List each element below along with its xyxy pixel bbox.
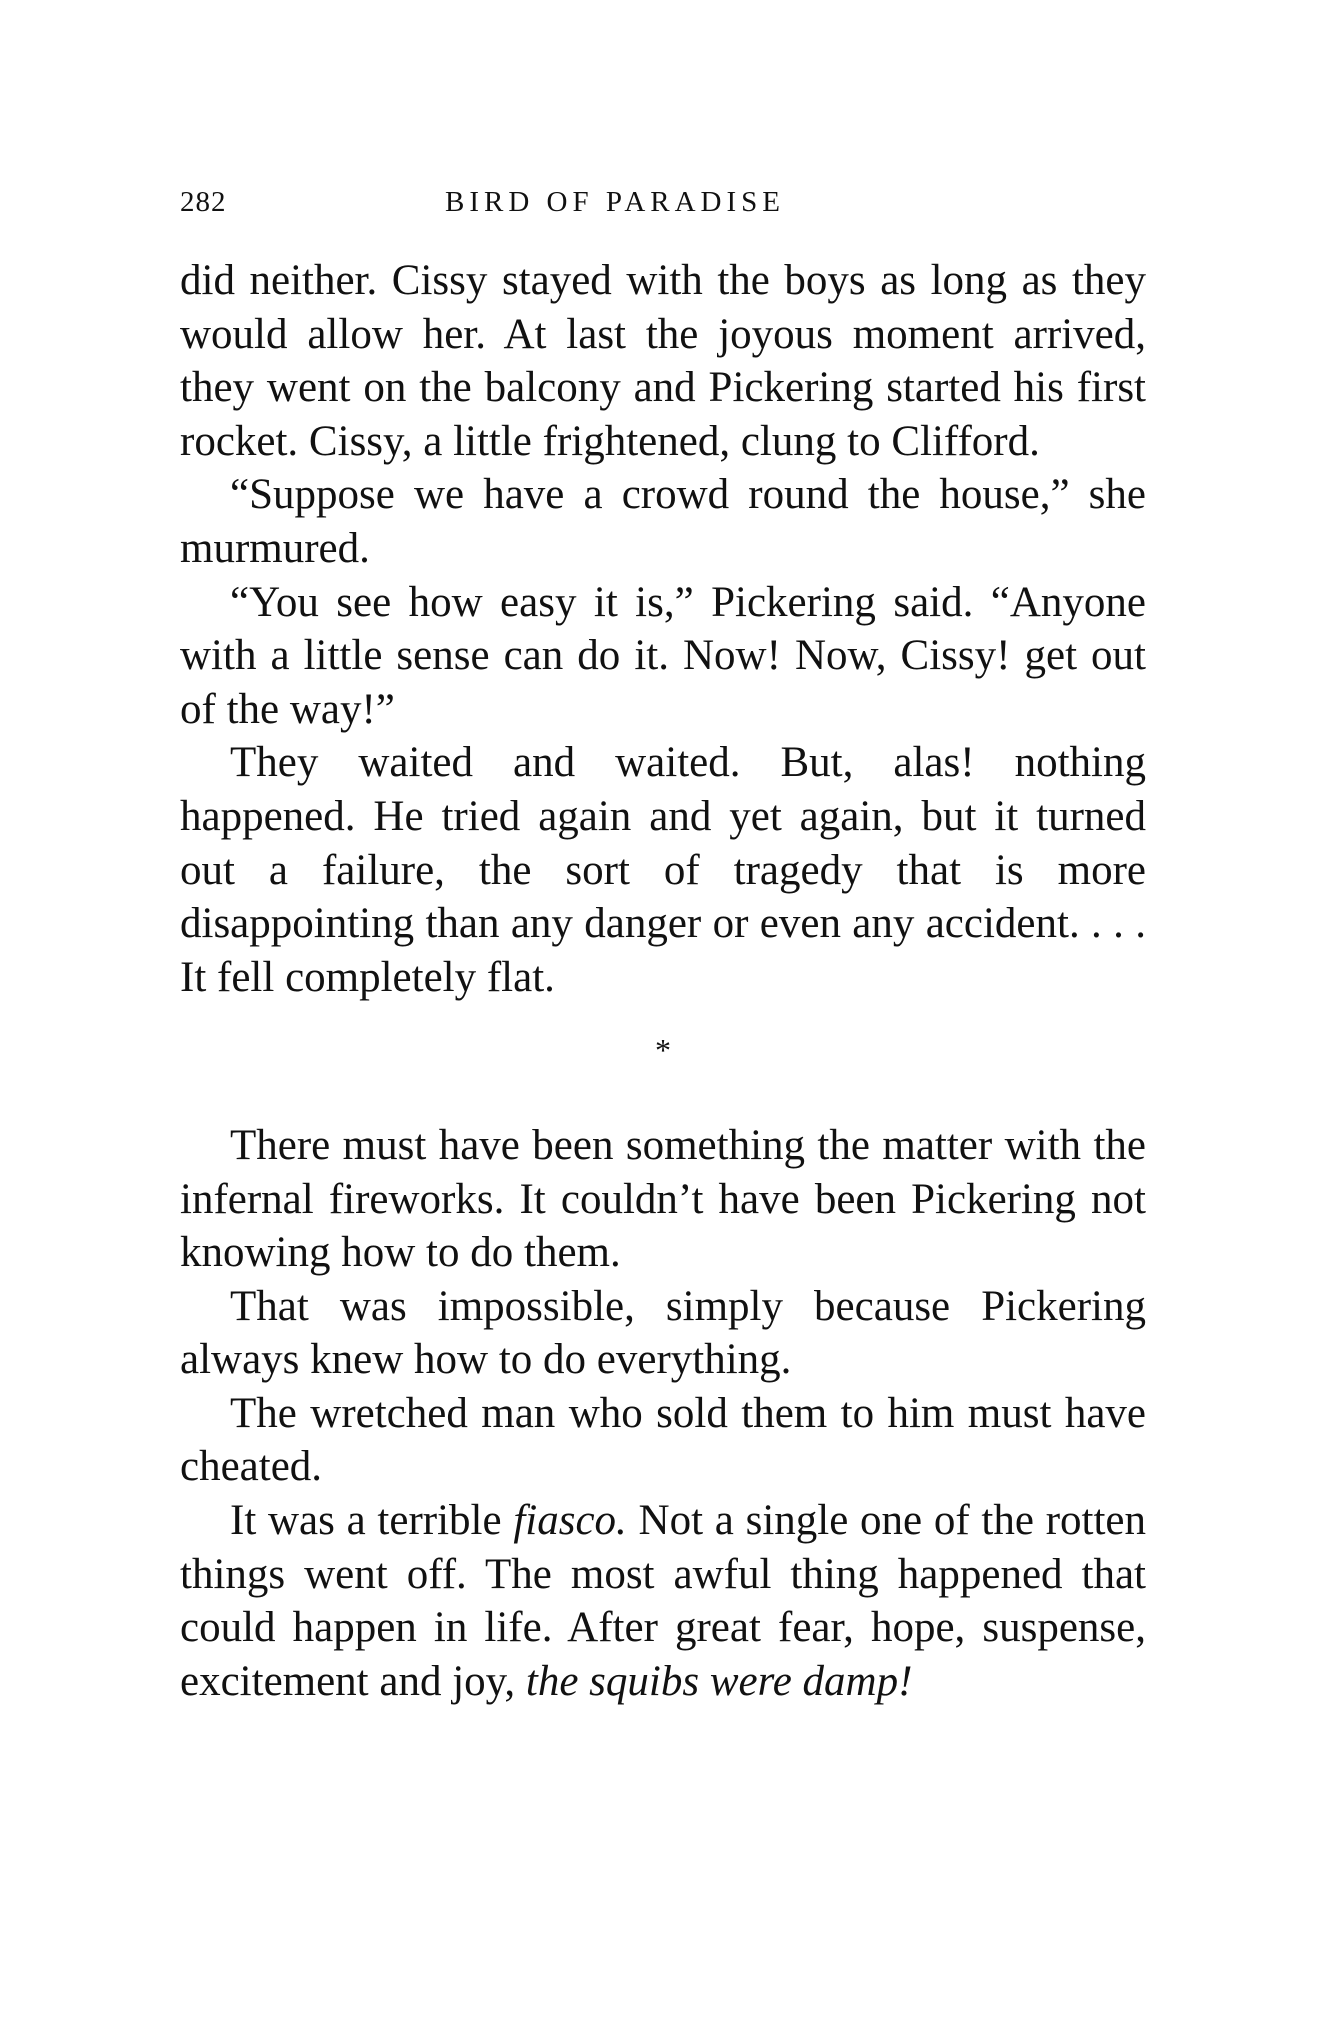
running-title: BIRD OF PARADISE [445, 186, 785, 218]
paragraph-6: That was impossible, simply because Pickering always knew how to do everything. [180, 1282, 1146, 1384]
paragraph-5: There must have been something the matter with the infernal fireworks. It couldn’t have been Pickering not knowing how to do them. [180, 1121, 1146, 1277]
section-separator: * [655, 1032, 671, 1069]
paragraph-4: They waited and waited. But, alas! nothing happened. He tried again and yet again, but it turned out a failure, the sort of tragedy that is more disappointing than any danger or even any accident. . . . It fell completely flat. [180, 739, 1146, 1001]
fiasco-italic: fiasco. [513, 1497, 627, 1545]
paragraph-2: “Suppose we have a crowd round the house,” she murmured. [180, 471, 1146, 572]
paragraph-1: did neither. Cissy stayed with the boys as long as they would allow her. At last the joyous moment arrived, they went on the balcony and Pickering started his first rocket. Cissy, a little frightened, clung to Clifford. [180, 257, 1146, 465]
paragraph-8 [180, 1494, 1146, 1708]
page-header [180, 186, 880, 226]
body-text [180, 254, 1146, 1708]
fiasco-text-after: Not a single one of the rotten things went off. The most awful thing happened that could happen in life. After great fear, hope, suspense, excitement and joy, [180, 1497, 1146, 1705]
paragraph-7: The wretched man who sold them to him must have cheated. [180, 1389, 1146, 1491]
final-italic-phrase: the squibs were damp! [525, 1657, 913, 1705]
fiasco-text-before: It was a terrible [230, 1497, 514, 1545]
paragraph-3: “You see how easy it is,” Pickering said. “Anyone with a little sense can do it. Now! Now, Cissy! get out of the way!” [180, 578, 1146, 733]
page-number: 282 [180, 186, 227, 218]
